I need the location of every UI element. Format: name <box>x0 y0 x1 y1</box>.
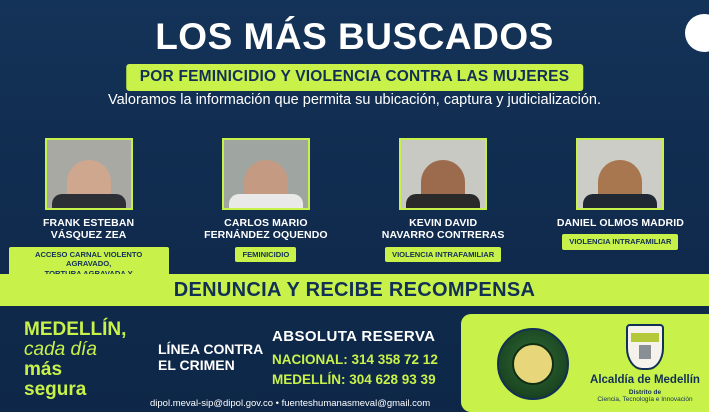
suspect-name: CARLOS MARIO FERNÁNDEZ OQUENDO <box>204 217 328 242</box>
suspect-name: FRANK ESTEBAN VÁSQUEZ ZEA <box>43 217 135 242</box>
suspect-name: DANIEL OLMOS MADRID <box>556 217 684 229</box>
status-badge: VIOLENCIA INTRAFAMILIAR <box>385 247 501 262</box>
institutional-seals-panel <box>461 314 709 412</box>
confidentiality-label: ABSOLUTA RESERVA <box>272 328 436 345</box>
alcaldia-subtitle-1: Distrito de <box>628 388 662 396</box>
tagline-text: Valoramos la información que permita su ubicación, captura y judicialización. <box>108 92 601 108</box>
status-badge: VIOLENCIA INTRAFAMILIAR <box>562 234 678 249</box>
status-badge: FEMINICIDIO <box>235 247 296 262</box>
page-title: LOS MÁS BUSCADOS <box>155 16 554 57</box>
brand-line-3: más <box>24 358 63 380</box>
denuncia-text: DENUNCIA Y RECIBE RECOMPENSA <box>173 278 536 301</box>
avatar <box>222 138 310 210</box>
avatar <box>45 138 133 210</box>
phone-numbers <box>272 350 438 389</box>
police-seal-icon <box>497 328 569 400</box>
status-badge: ACCESO CARNAL VIOLENTO AGRAVADO, <box>9 247 169 300</box>
portrait-torso-shape <box>406 194 480 210</box>
hotline-label <box>158 342 263 373</box>
alcaldia-subtitle-2: Ciencia, Tecnología e Innovación <box>597 396 693 404</box>
avatar <box>576 138 664 210</box>
contact-email: dipol.meval-sip@dipol.gov.co • fuenteshumanasmeval@gmail.com <box>150 398 431 409</box>
denuncia-band <box>0 274 709 306</box>
list-item <box>540 138 700 250</box>
brand-line-1: MEDELLÍN, <box>24 319 127 340</box>
poster-footer <box>0 306 709 412</box>
brand-line-2: cada día <box>24 338 97 360</box>
shield-icon <box>626 324 664 370</box>
portrait-torso-shape <box>583 194 657 210</box>
alcaldia-logo <box>589 324 701 404</box>
hotline-label-line-1: LÍNEA CONTRA <box>158 341 264 357</box>
avatar <box>399 138 487 210</box>
shield-tower-shape <box>639 345 651 359</box>
phone-national: NACIONAL: 314 358 72 12 <box>272 352 438 367</box>
city-brand-logo <box>24 320 126 400</box>
alcaldia-name: Alcaldía de Medellín <box>590 374 700 386</box>
list-item <box>363 138 523 262</box>
shield-band-shape <box>631 333 659 342</box>
portrait-torso-shape <box>229 194 303 210</box>
hotline-label-line-2: EL CRIMEN <box>158 356 235 373</box>
subtitle-band: POR FEMINICIDIO Y VIOLENCIA CONTRA LAS MUJERES <box>126 64 583 91</box>
phone-medellin: MEDELLÍN: 304 628 93 39 <box>272 371 436 387</box>
list-item <box>186 138 346 262</box>
brand-line-4: segura <box>24 378 87 400</box>
police-seal-inner-icon <box>512 343 554 385</box>
portrait-torso-shape <box>52 194 126 210</box>
suspect-name: KEVIN DAVID NAVARRO CONTRERAS <box>381 217 505 242</box>
